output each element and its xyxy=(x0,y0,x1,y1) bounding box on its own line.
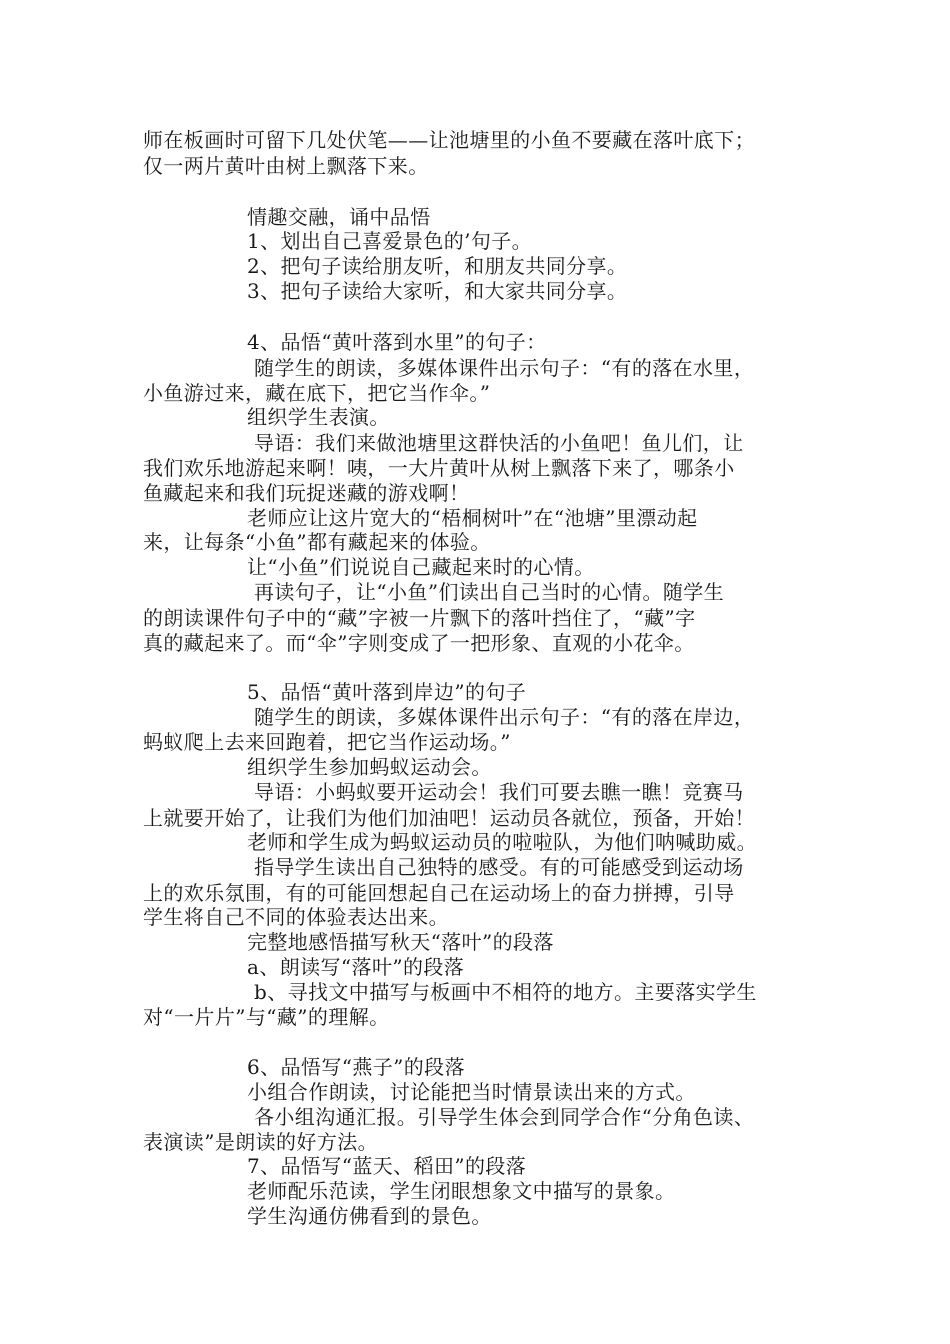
text-line: 蚂蚁爬上去来回跑着，把它当作运动场。” xyxy=(143,730,511,754)
text-line: 上的欢乐氛围，有的可能回想起自己在运动场上的奋力拼搏，引导 xyxy=(143,881,735,905)
text-line: 表演读”是朗读的好方法。 xyxy=(143,1130,379,1154)
text-line: 师在板画时可留下几处伏笔——让池塘里的小鱼不要藏在落叶底下； xyxy=(143,128,755,152)
text-line: 我们欢乐地游起来啊！咦，一大片黄叶从树上飘落下来了，哪条小 xyxy=(143,456,735,480)
text-line: a、朗读写“落叶”的段落 xyxy=(247,955,465,979)
text-line: 随学生的朗读，多媒体课件出示句子：“有的落在水里， xyxy=(254,356,755,380)
section-heading: 情趣交融，诵中品悟 xyxy=(247,205,431,229)
text-line: 上就要开始了，让我们为他们加油吧！运动员各就位，预备，开始！ xyxy=(143,806,755,830)
section-heading: 6、品悟写“燕子”的段落 xyxy=(247,1055,465,1079)
text-line: 鱼藏起来和我们玩捉迷藏的游戏啊！ xyxy=(143,481,470,505)
text-line: 组织学生表演。 xyxy=(247,405,390,429)
text-line: 小鱼游过来，藏在底下，把它当作伞。” xyxy=(143,381,491,405)
text-line: 老师配乐范读，学生闭眼想象文中描写的景象。 xyxy=(247,1179,676,1203)
section-heading: 5、品悟“黄叶落到岸边”的句子 xyxy=(247,680,527,704)
text-line: 组织学生参加蚂蚁运动会。 xyxy=(247,755,492,779)
text-line: 2、把句子读给朋友听，和朋友共同分享。 xyxy=(247,254,628,278)
text-line: b、寻找文中描写与板画中不相符的地方。主要落实学生 xyxy=(254,980,757,1004)
section-heading: 完整地感悟描写秋天“落叶”的段落 xyxy=(247,930,554,954)
section-heading: 4、品悟“黄叶落到水里”的句子： xyxy=(247,330,547,354)
text-line: 导语：小蚂蚁要开运动会！我们可要去瞧一瞧！竞赛马 xyxy=(254,780,744,804)
text-line: 再读句子，让“小鱼”们读出自己当时的心情。随学生 xyxy=(254,580,725,604)
text-line: 老师应让这片宽大的“梧桐树叶”在“池塘”里漂动起 xyxy=(247,506,698,530)
text-line: 3、把句子读给大家听，和大家共同分享。 xyxy=(247,279,628,303)
text-line: 仅一两片黄叶由树上飘落下来。 xyxy=(143,154,429,178)
text-line: 老师和学生成为蚂蚁运动员的啦啦队，为他们呐喊助威。 xyxy=(247,830,757,854)
text-line: 小组合作朗读，讨论能把当时情景读出来的方式。 xyxy=(247,1080,696,1104)
text-line: 对“一片片”与“藏”的理解。 xyxy=(143,1005,390,1029)
text-line: 来，让每条“小鱼”都有藏起来的体验。 xyxy=(143,530,491,554)
text-line: 学生沟通仿佛看到的景色。 xyxy=(247,1204,492,1228)
text-line: 导语：我们来做池塘里这群快活的小鱼吧！鱼儿们，让 xyxy=(254,431,744,455)
text-line: 随学生的朗读，多媒体课件出示句子：“有的落在岸边， xyxy=(254,705,755,729)
text-line: 真的藏起来了。而“伞”字则变成了一把形象、直观的小花伞。 xyxy=(143,631,695,655)
text-line: 1、划出自己喜爱景色的’句子。 xyxy=(247,229,533,253)
text-line: 各小组沟通汇报。引导学生体会到同学合作“分角色读、 xyxy=(254,1105,755,1129)
section-heading: 7、品悟写“蓝天、稻田”的段落 xyxy=(247,1154,527,1178)
text-line: 让“小鱼”们说说自己藏起来时的心情。 xyxy=(247,555,595,579)
text-line: 指导学生读出自己独特的感受。有的可能感受到运动场 xyxy=(254,855,744,879)
text-line: 学生将自己不同的体验表达出来。 xyxy=(143,905,449,929)
text-line: 的朗读课件句子中的“藏”字被一片飘下的落叶挡住了，“藏”字 xyxy=(143,606,696,630)
